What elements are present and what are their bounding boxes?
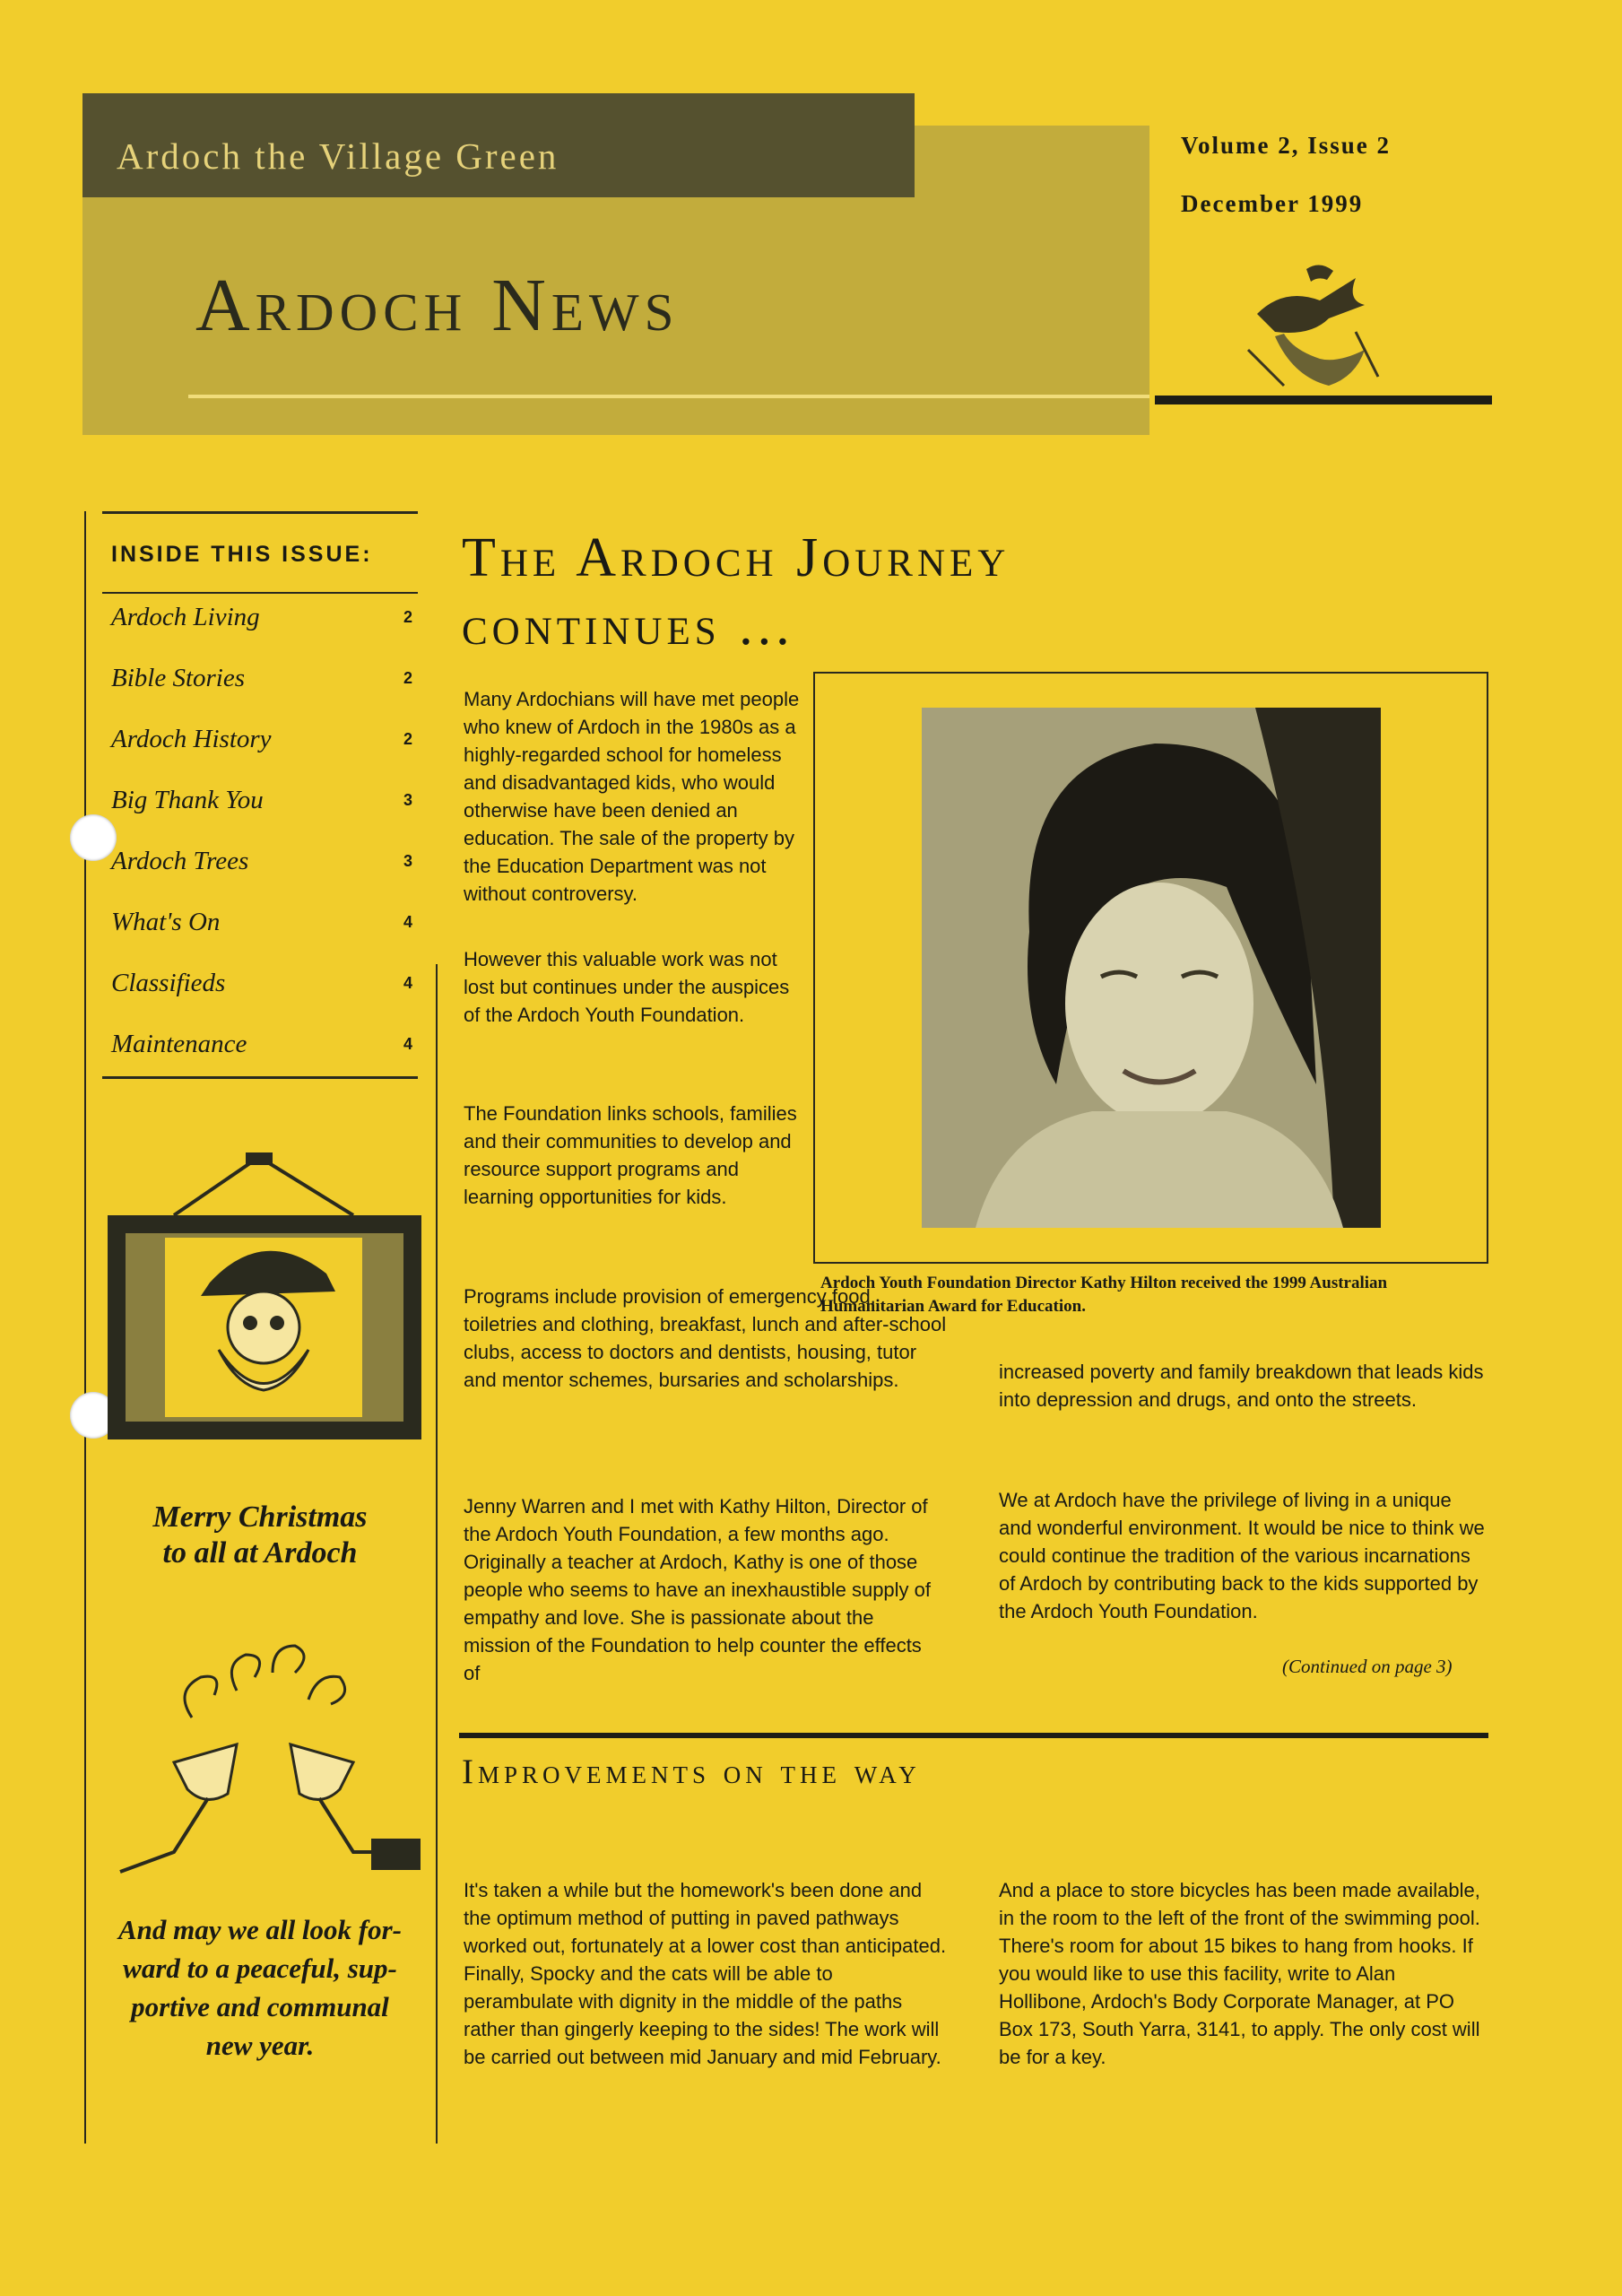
section-rule (459, 1733, 1488, 1738)
issue-date: December 1999 (1181, 190, 1364, 217)
masthead-rule (188, 395, 1149, 398)
newsletter-title: Ardoch News (195, 264, 680, 347)
toc-item-page: 2 (403, 730, 412, 748)
toc-item-title: Classifieds (111, 969, 226, 997)
article-paragraph: Programs include provision of emergency food, toiletries and clothing, breakfast, lunch and after-school clubs, access to doctors and dentists, housing, tutor and mentor schemes, bursaries and scholarships. (464, 1285, 947, 1391)
toc-item-title: Maintenance (111, 1030, 247, 1058)
toc-item-page: 4 (403, 974, 412, 992)
toc-item-title: Bible Stories (111, 664, 246, 692)
article-headline (462, 524, 1179, 660)
toc-item-title: What's On (111, 908, 221, 936)
sidebar-right-rule (436, 964, 438, 2144)
toc-top-rule (102, 511, 418, 514)
headline-line: The Ardoch Journey (462, 527, 1010, 588)
toc-item[interactable] (111, 725, 412, 761)
toc-item-page: 3 (403, 852, 412, 870)
toc-item-page: 2 (403, 669, 412, 687)
toc-item-page: 4 (403, 1035, 412, 1053)
toc-item[interactable] (111, 786, 412, 822)
masthead-tagline: Ardoch the Village Green (117, 135, 559, 177)
toc-item-title: Ardoch History (111, 725, 272, 753)
toc-item[interactable] (111, 603, 412, 639)
article-paragraph: We at Ardoch have the privilege of living in a unique and wonderful environment. It would be nice to think we could continue the tradition of the various incarnations of Ardoch by contributing back to the kids supported by the Ardoch Youth Foundation. (999, 1489, 1485, 1622)
bird-logo-icon (1221, 251, 1392, 395)
toc-item[interactable] (111, 908, 412, 944)
toc-item-page: 4 (403, 913, 412, 931)
toc-heading-rule (102, 592, 418, 594)
article-paragraph: Jenny Warren and I met with Kathy Hilton, Director of the Ardoch Youth Foundation, a few months ago. Originally a teacher at Ardoch, Kathy is one of those people who seems to have an inexhaustible supply of empathy and love. She is passionate about the mission of the Foundation to help counter the effects of (464, 1495, 932, 1684)
article-paragraph: increased poverty and family breakdown that leads kids into depression and drugs, and onto the streets. (999, 1361, 1484, 1411)
santa-picture-icon (102, 1148, 425, 1444)
article-paragraph: However this valuable work was not lost but continues under the auspices of the Ardoch Youth Foundation. (464, 948, 790, 1026)
champagne-toast-icon (102, 1637, 425, 1883)
punch-hole (70, 814, 117, 861)
continued-note: (Continued on page 3) (1282, 1656, 1453, 1677)
toc-bottom-rule (102, 1076, 418, 1079)
article-paragraph: And a place to store bicycles has been made available, in the room to the left of the front of the swimming pool. There's room for about 15 bikes to hang from hooks. If you would like to use this facility, write to Alan Hollibone, Ardoch's Body Corporate Manager, at PO Box 173, South Yarra, 3141, to apply. The only cost will be for a key. (999, 1879, 1480, 2068)
christmas-line: Merry Christmas (152, 1500, 368, 1534)
masthead-right-rule (1155, 396, 1492, 404)
christmas-greeting (93, 1500, 427, 1571)
toc-item-title: Ardoch Living (111, 603, 260, 631)
toc-heading: INSIDE THIS ISSUE: (111, 542, 373, 567)
sidebar-left-rule (84, 511, 86, 2144)
toc-item[interactable] (111, 847, 412, 883)
headline-line: continues ... (462, 596, 794, 657)
wish-line: new year. (205, 2030, 315, 2061)
toc-item[interactable] (111, 969, 412, 1004)
christmas-line: to all at Ardoch (162, 1536, 358, 1570)
wish-line: And may we all look for- (117, 1914, 403, 1945)
article-paragraph: The Foundation links schools, families and their communities to develop and resource support programs and learning opportunities for kids. (464, 1102, 797, 1208)
toc-item-title: Ardoch Trees (111, 847, 249, 875)
wish-line: ward to a peaceful, sup- (123, 1952, 397, 1984)
toc-item[interactable] (111, 1030, 412, 1065)
toc-item-title: Big Thank You (111, 786, 264, 814)
toc-item[interactable] (111, 664, 412, 700)
article-paragraph: Many Ardochians will have met people who knew of Ardoch in the 1980s as a highly-regarded school for homeless and disadvantaged kids, who would otherwise have been denied an education. The sale of the property by the Education Department was not without controversy. (464, 688, 800, 905)
article-paragraph: It's taken a while but the homework's been done and the optimum method of putting in paved pathways worked out, fortunately at a lower cost than anticipated. Finally, Spocky and the cats will be able to perambulate with dignity in the middle of the paths rather than gingerly keeping to the sides! The work will be carried out between mid January and mid February. (464, 1879, 947, 2068)
article-headline: Improvements on the way (462, 1752, 921, 1791)
photo-caption: Ardoch Youth Foundation Director Kathy Hilton received the 1999 Australian Humanitarian Award for Education. (820, 1274, 1388, 1316)
portrait-photo (922, 708, 1381, 1228)
volume-issue: Volume 2, Issue 2 (1181, 132, 1392, 159)
toc-item-page: 2 (403, 608, 412, 626)
wish-line: portive and communal (131, 1991, 389, 2022)
toc-item-page: 3 (403, 791, 412, 809)
new-year-wish (93, 1910, 427, 2065)
